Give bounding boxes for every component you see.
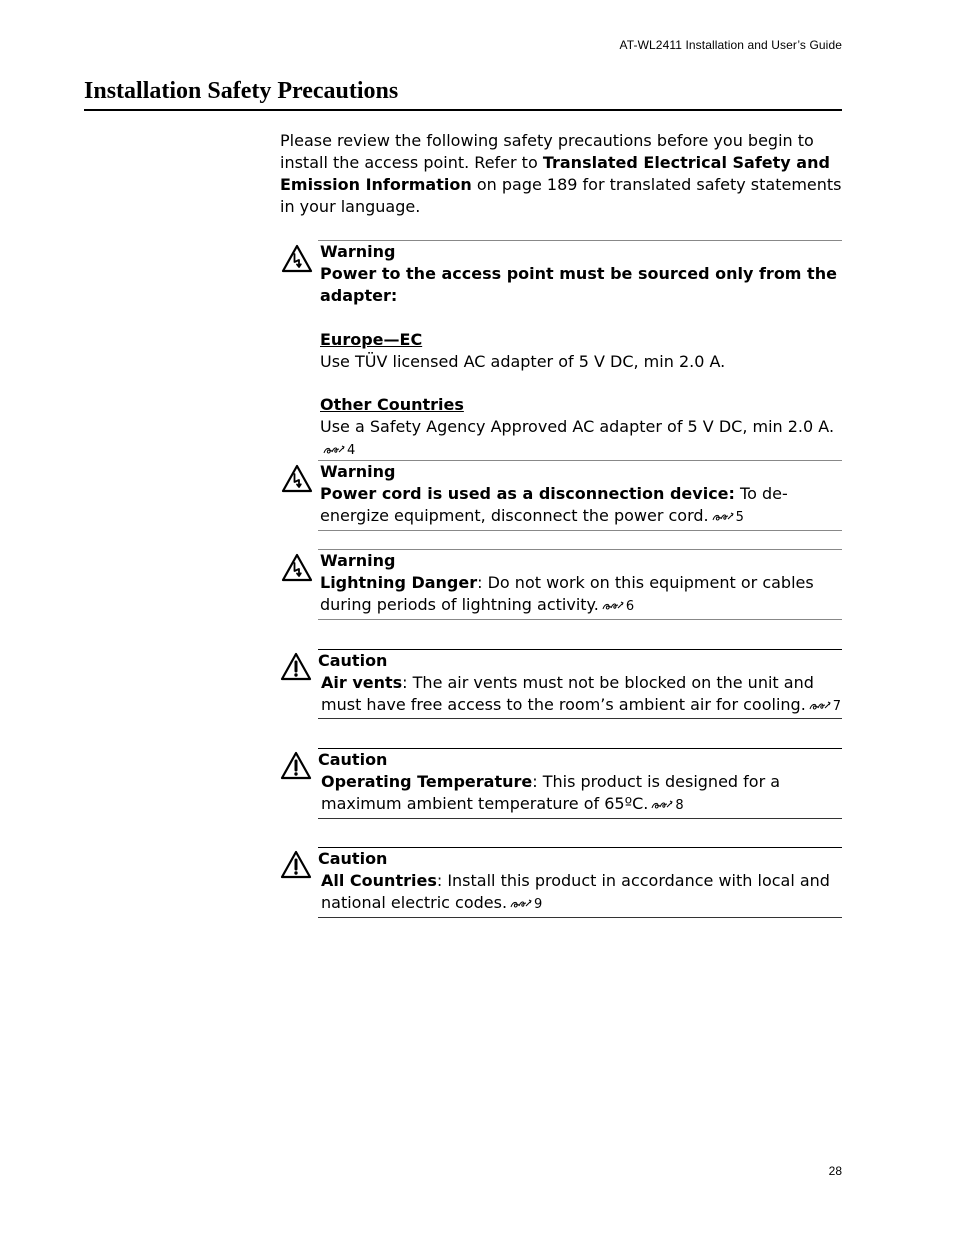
warning-text: To de-energize equipment, disconnect the power cord. bbox=[320, 484, 788, 525]
translation-reference[interactable] bbox=[806, 699, 841, 714]
caution-body bbox=[318, 848, 842, 916]
region-other bbox=[320, 394, 842, 462]
electrical-hazard-icon bbox=[280, 463, 314, 495]
warning-heading: Warning bbox=[320, 551, 396, 570]
caution-text: : Install this product in accordance with local and national electric codes. bbox=[321, 871, 830, 912]
caution-body bbox=[318, 650, 842, 718]
caution-rule-bottom bbox=[318, 818, 842, 819]
caution-rule-bottom bbox=[318, 718, 842, 719]
warning-lead: Power cord is used as a disconnection device: bbox=[320, 484, 735, 503]
region-europe bbox=[320, 329, 842, 373]
warning-lead: Power to the access point must be sourced only from the adapter: bbox=[320, 264, 837, 305]
translation-reference-icon bbox=[510, 898, 532, 909]
warning-body bbox=[320, 241, 842, 462]
caution-text: : This product is designed for a maximum ambient temperature of 65ºC. bbox=[321, 772, 781, 813]
caution-heading: Caution bbox=[318, 750, 388, 769]
warning-heading: Warning bbox=[320, 242, 396, 261]
caution-exclamation-icon bbox=[280, 750, 314, 782]
region-other-text: Use a Safety Agency Approved AC adapter of 5 V DC, min 2.0 A. bbox=[320, 417, 835, 436]
caution-text: : The air vents must not be blocked on the unit and must have free access to the room’s ambient air for cooling. bbox=[321, 673, 814, 714]
translation-reference-icon bbox=[809, 700, 831, 711]
intro-text-1: Please review the following safety precautions before you begin to install the access point. Refer to bbox=[280, 131, 814, 172]
warning-block-power-source bbox=[280, 240, 842, 458]
warning-body bbox=[320, 550, 842, 618]
intro-paragraph bbox=[280, 130, 842, 218]
caution-heading: Caution bbox=[318, 849, 388, 868]
warning-text: : Do not work on this equipment or cables during periods of lightning activity. bbox=[320, 573, 814, 614]
translation-reference-icon bbox=[651, 799, 673, 810]
electrical-hazard-icon bbox=[280, 552, 314, 584]
region-europe-name: Europe—EC bbox=[320, 330, 423, 349]
translated-safety-link[interactable]: Translated Electrical Safety and Emission Information bbox=[280, 153, 830, 194]
reference-number: 9 bbox=[534, 897, 543, 912]
translation-reference[interactable] bbox=[320, 443, 355, 458]
caution-block-operating-temperature bbox=[280, 748, 842, 820]
translation-reference-icon bbox=[602, 600, 624, 611]
reference-number: 4 bbox=[347, 443, 356, 458]
region-europe-text: Use TÜV licensed AC adapter of 5 V DC, min 2.0 A. bbox=[320, 352, 726, 371]
page-title: Installation Safety Precautions bbox=[84, 78, 399, 104]
caution-rule-bottom bbox=[318, 917, 842, 918]
translation-reference[interactable] bbox=[648, 798, 683, 813]
region-other-name: Other Countries bbox=[320, 395, 464, 414]
caution-exclamation-icon bbox=[280, 849, 314, 881]
warning-lead: Lightning Danger bbox=[320, 573, 478, 592]
warning-body bbox=[320, 461, 842, 529]
reference-number: 6 bbox=[625, 599, 635, 614]
warning-block-lightning bbox=[280, 549, 842, 621]
caution-heading: Caution bbox=[318, 651, 388, 670]
caution-block-air-vents bbox=[280, 649, 842, 721]
translation-reference[interactable] bbox=[507, 897, 542, 912]
caution-body bbox=[318, 749, 842, 817]
caution-lead: Air vents bbox=[321, 673, 403, 692]
page-number: 28 bbox=[828, 1164, 842, 1178]
reference-number: 5 bbox=[735, 510, 744, 525]
running-head: AT-WL2411 Installation and User’s Guide bbox=[619, 38, 842, 52]
reference-number: 7 bbox=[832, 699, 842, 714]
translation-reference-icon bbox=[323, 444, 345, 455]
warning-rule-bottom bbox=[318, 530, 842, 531]
warning-heading: Warning bbox=[320, 462, 396, 481]
translation-reference-icon bbox=[712, 511, 734, 522]
caution-text-wrap bbox=[318, 771, 842, 817]
title-rule bbox=[84, 109, 842, 111]
warning-block-disconnection bbox=[280, 460, 842, 532]
reference-number: 8 bbox=[675, 798, 684, 813]
electrical-hazard-icon bbox=[280, 243, 314, 275]
translation-reference[interactable] bbox=[599, 599, 634, 614]
translation-reference[interactable] bbox=[709, 510, 744, 525]
caution-lead: Operating Temperature bbox=[321, 772, 533, 791]
caution-text-wrap bbox=[318, 870, 842, 916]
caution-text-wrap bbox=[318, 672, 842, 718]
intro-text-2: on page 189 for translated safety statements in your language. bbox=[280, 175, 842, 216]
warning-rule-bottom bbox=[318, 619, 842, 620]
caution-block-all-countries bbox=[280, 847, 842, 919]
caution-exclamation-icon bbox=[280, 651, 314, 683]
caution-lead: All Countries bbox=[321, 871, 437, 890]
